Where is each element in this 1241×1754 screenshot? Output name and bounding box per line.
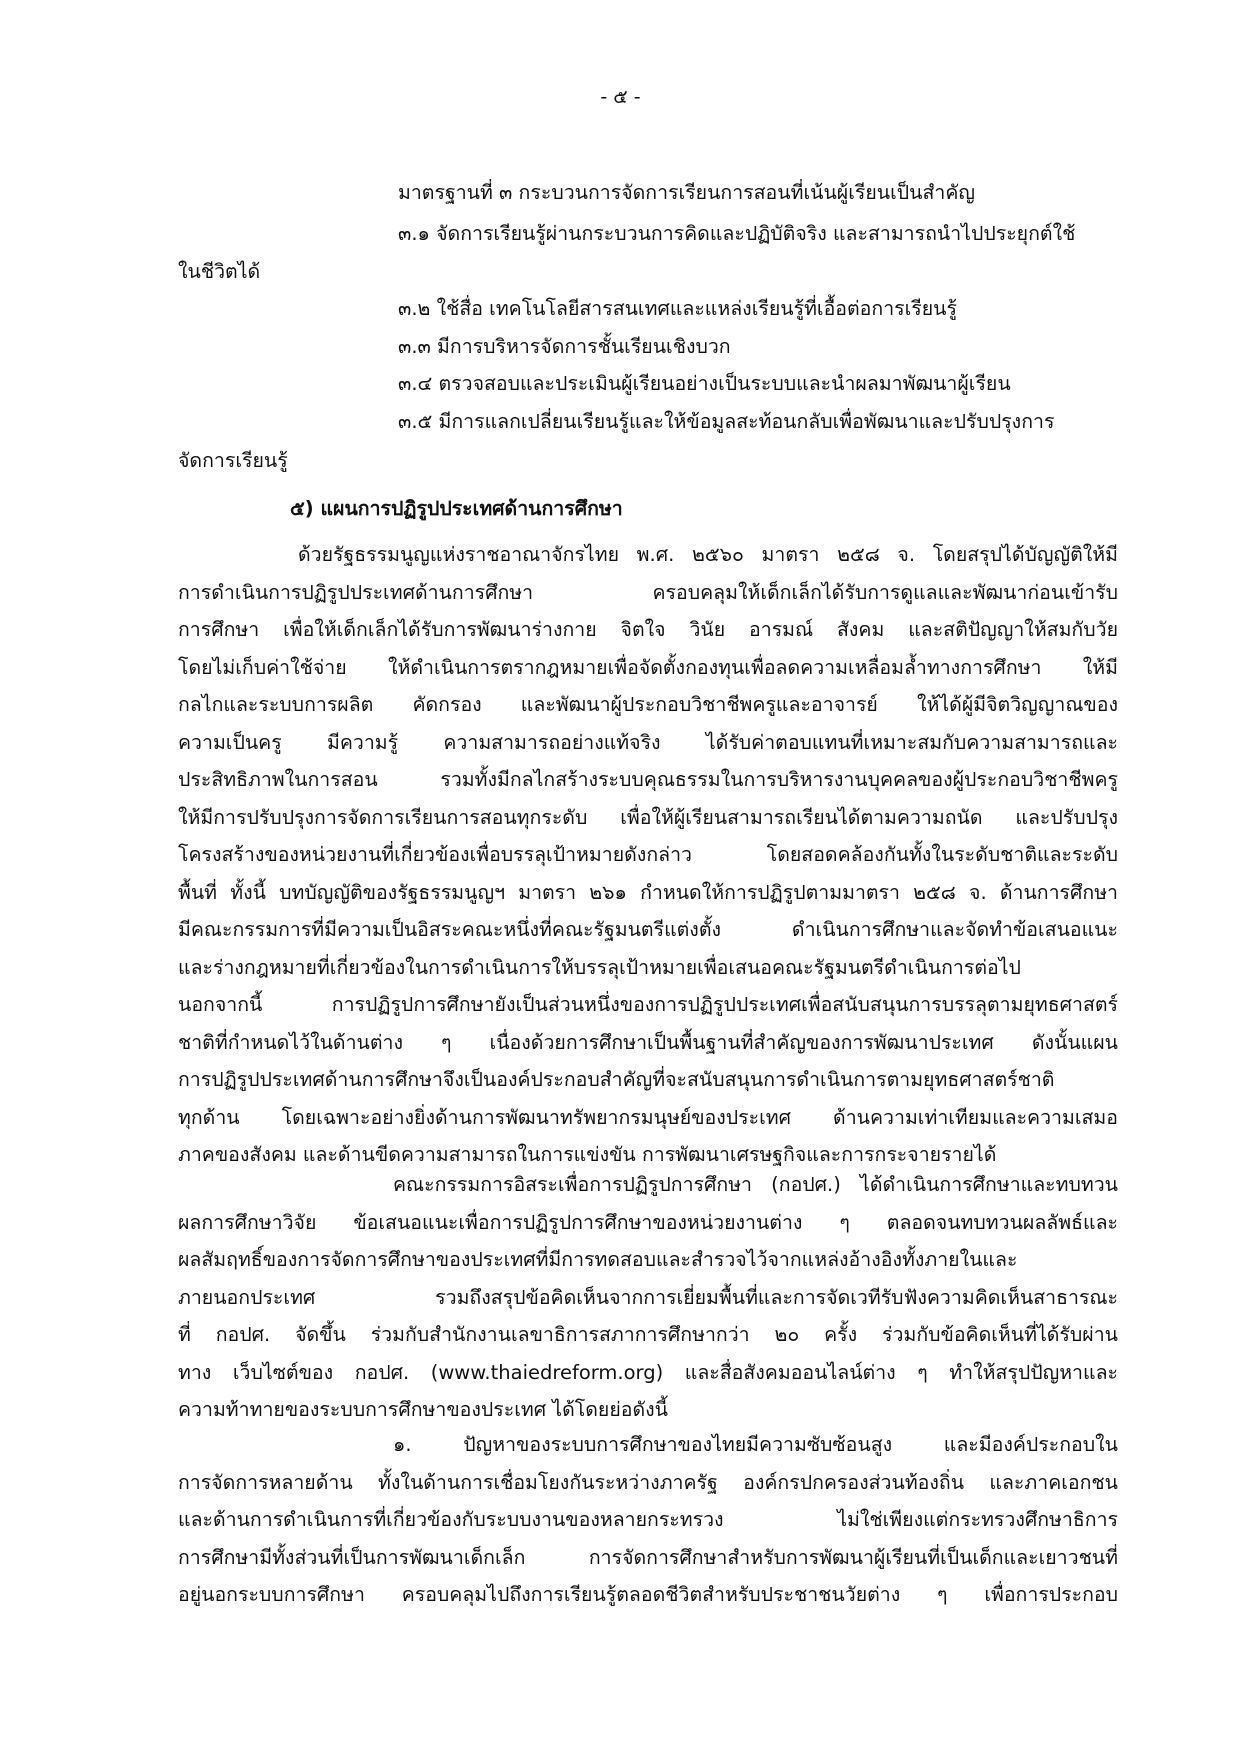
page-number: - ๕ - bbox=[600, 86, 641, 108]
paragraph-3 bbox=[178, 1426, 1118, 1614]
paragraph-line: การดำเนินการปฏิรูปประเทศด้านการศึกษา ครอบคลุมให้เด็กเล็กได้รับการดูแลและพัฒนาก่อนเข้ารับ bbox=[178, 580, 1118, 604]
paragraph-line: โดยไม่เก็บค่าใช้จ่าย ให้ดำเนินการตรากฎหมายเพื่อจัดตั้งกองทุนเพื่อลดความเหลื่อมล้ำทางการศึกษา ให้มี bbox=[178, 655, 1118, 679]
standard-item-2: ๓.๒ ใช้สื่อ เทคโนโลยีสารสนเทศและแหล่งเรียนรู้ที่เอื้อต่อการเรียนรู้ bbox=[398, 297, 957, 320]
standard-item-3: ๓.๓ มีการบริหารจัดการชั้นเรียนเชิงบวก bbox=[398, 335, 731, 358]
paragraph-line: การปฏิรูปประเทศด้านการศึกษาจึงเป็นองค์ประกอบสำคัญที่จะสนับสนุนการดำเนินการตามยุทธศาสตร์ชาติ bbox=[178, 1068, 1055, 1091]
paragraph-line: ให้มีการปรับปรุงการจัดการเรียนการสอนทุกระดับ เพื่อให้ผู้เรียนสามารถเรียนได้ตามความถนัด และปรับปรุง bbox=[178, 805, 1118, 829]
paragraph-line: ที่ กอปศ. จัดขึ้น ร่วมกับสำนักงานเลขาธิการสภาการศึกษากว่า ๒๐ ครั้ง ร่วมกับข้อคิดเห็นที่ได้รับผ่าน bbox=[178, 1323, 1118, 1346]
paragraph-line: ทาง เว็บไซต์ของ กอปศ. (www.thaiedreform.org) และสื่อสังคมออนไลน์ต่าง ๆ ทำให้สรุปปัญหาและ bbox=[178, 1360, 1118, 1384]
paragraph-line: นอกจากนี้ การปฏิรูปการศึกษายังเป็นส่วนหนึ่งของการปฏิรูปประเทศเพื่อสนับสนุนการบรรลุตามยุทธศาสตร์ bbox=[178, 993, 1118, 1016]
paragraph-line: ผลสัมฤทธิ์ของการจัดการศึกษาของประเทศที่มีการทดสอบและสำรวจไว้จากแหล่งอ้างอิงทั้งภายในและ bbox=[178, 1248, 1018, 1271]
standard-item-1: ๓.๑ จัดการเรียนรู้ผ่านกระบวนการคิดและปฏิบัติจริง และสามารถนำไปประยุกต์ใช้ bbox=[398, 222, 1076, 245]
paragraph-line: ผลการศึกษาวิจัย ข้อเสนอแนะเพื่อการปฏิรูปการศึกษาของหน่วยงานต่าง ๆ ตลอดจนทบทวนผลลัพธ์และ bbox=[178, 1210, 1118, 1234]
paragraph-line: อยู่นอกระบบการศึกษา ครอบคลุมไปถึงการเรียนรู้ตลอดชีวิตสำหรับประชาชนวัยต่าง ๆ เพื่อการประกอบ bbox=[178, 1583, 1118, 1606]
standard-item-5: ๓.๕ มีการแลกเปลี่ยนเรียนรู้และให้ข้อมูลสะท้อนกลับเพื่อพัฒนาและปรับปรุงการ bbox=[398, 410, 1055, 433]
paragraph-line: พื้นที่ ทั้งนี้ บทบัญญัติของรัฐธรรมนูญฯ มาตรา ๒๖๑ กำหนดให้การปฏิรูปตามมาตรา ๒๕๘ จ. ด้านการศึกษา bbox=[178, 880, 1118, 904]
paragraph-line: ภายนอกประเทศ รวมถึงสรุปข้อคิดเห็นจากการเยี่ยมพื้นที่และการจัดเวทีรับฟังความคิดเห็นสาธารณะ bbox=[178, 1285, 1118, 1309]
paragraph-line: และด้านการดำเนินการที่เกี่ยวข้องกับระบบงานของหลายกระทรวง ไม่ใช่เพียงแต่กระทรวงศึกษาธิการ bbox=[178, 1508, 1118, 1531]
paragraph-line: การจัดการหลายด้าน ทั้งในด้านการเชื่อมโยงกันระหว่างภาครัฐ องค์กรปกครองส่วนท้องถิ่น และภาคเอกชน bbox=[178, 1470, 1118, 1494]
section-heading: ๕) แผนการปฏิรูปประเทศด้านการศึกษา bbox=[290, 497, 623, 520]
paragraph-line: ความเป็นครู มีความรู้ ความสามารถอย่างแท้จริง ได้รับค่าตอบแทนที่เหมาะสมกับความสามารถและ bbox=[178, 730, 1118, 754]
paragraph-line: ทุกด้าน โดยเฉพาะอย่างยิ่งด้านการพัฒนาทรัพยากรมนุษย์ของประเทศ ด้านความเท่าเทียมและความเสมอ bbox=[178, 1105, 1118, 1129]
paragraph-line: มีคณะกรรมการที่มีความเป็นอิสระคณะหนึ่งที่คณะรัฐมนตรีแต่งตั้ง ดำเนินการศึกษาและจัดทำข้อเสนอแนะ bbox=[178, 918, 1118, 941]
paragraph-1 bbox=[178, 536, 1118, 1174]
paragraph-line: การศึกษามีทั้งส่วนที่เป็นการพัฒนาเด็กเล็ก การจัดการศึกษาสำหรับการพัฒนาผู้เรียนที่เป็นเด็กและเยาวชนที่ bbox=[178, 1545, 1118, 1569]
paragraph-line: และร่างกฎหมายที่เกี่ยวข้องในการดำเนินการให้บรรลุเป้าหมายเพื่อเสนอคณะรัฐมนตรีดำเนินการต่อไป bbox=[178, 955, 1021, 979]
standard-item-5-continuation: จัดการเรียนรู้ bbox=[178, 449, 288, 472]
paragraph-line: ภาคของสังคม และด้านขีดความสามารถในการแข่งขัน การพัฒนาเศรษฐกิจและการกระจายรายได้ bbox=[178, 1143, 997, 1166]
standard-item-1-continuation: ในชีวิตได้ bbox=[178, 260, 261, 283]
standard-heading: มาตรฐานที่ ๓ กระบวนการจัดการเรียนการสอนที่เน้นผู้เรียนเป็นสำคัญ bbox=[398, 181, 975, 204]
paragraph-line: คณะกรรมการอิสระเพื่อการปฏิรูปการศึกษา (กอปศ.) ได้ดำเนินการศึกษาและทบทวน bbox=[393, 1173, 1118, 1196]
standard-item-4: ๓.๔ ตรวจสอบและประเมินผู้เรียนอย่างเป็นระบบและนำผลมาพัฒนาผู้เรียน bbox=[398, 372, 1011, 395]
paragraph-line: โครงสร้างของหน่วยงานที่เกี่ยวข้องเพื่อบรรลุเป้าหมายดังกล่าว โดยสอดคล้องกันทั้งในระดับชาติและระดับ bbox=[178, 843, 1118, 866]
paragraph-line: ด้วยรัฐธรรมนูญแห่งราชอาณาจักรไทย พ.ศ. ๒๕๖๐ มาตรา ๒๕๘ จ. โดยสรุปได้บัญญัติให้มี bbox=[298, 543, 1118, 566]
paragraph-line: การศึกษา เพื่อให้เด็กเล็กได้รับการพัฒนาร่างกาย จิตใจ วินัย อารมณ์ สังคม และสติปัญญาให้สมกับวัย bbox=[178, 618, 1118, 641]
paragraph-line: ชาติที่กำหนดไว้ในด้านต่าง ๆ เนื่องด้วยการศึกษาเป็นพื้นฐานที่สำคัญของการพัฒนาประเทศ ดังนั้นแผน bbox=[178, 1030, 1118, 1054]
paragraph-line: ๑. ปัญหาของระบบการศึกษาของไทยมีความซับซ้อนสูง และมีองค์ประกอบใน bbox=[393, 1433, 1118, 1456]
paragraph-line: ความท้าทายของระบบการศึกษาของประเทศ ได้โดยย่อดังนี้ bbox=[178, 1398, 668, 1421]
paragraph-2 bbox=[178, 1166, 1118, 1429]
paragraph-line: กลไกและระบบการผลิต คัดกรอง และพัฒนาผู้ประกอบวิชาชีพครูและอาจารย์ ให้ได้ผู้มีจิตวิญญาณของ bbox=[178, 693, 1118, 716]
paragraph-line: ประสิทธิภาพในการสอน รวมทั้งมีกลไกสร้างระบบคุณธรรมในการบริหารงานบุคคลของผู้ประกอบวิชาชีพครู bbox=[178, 768, 1118, 791]
